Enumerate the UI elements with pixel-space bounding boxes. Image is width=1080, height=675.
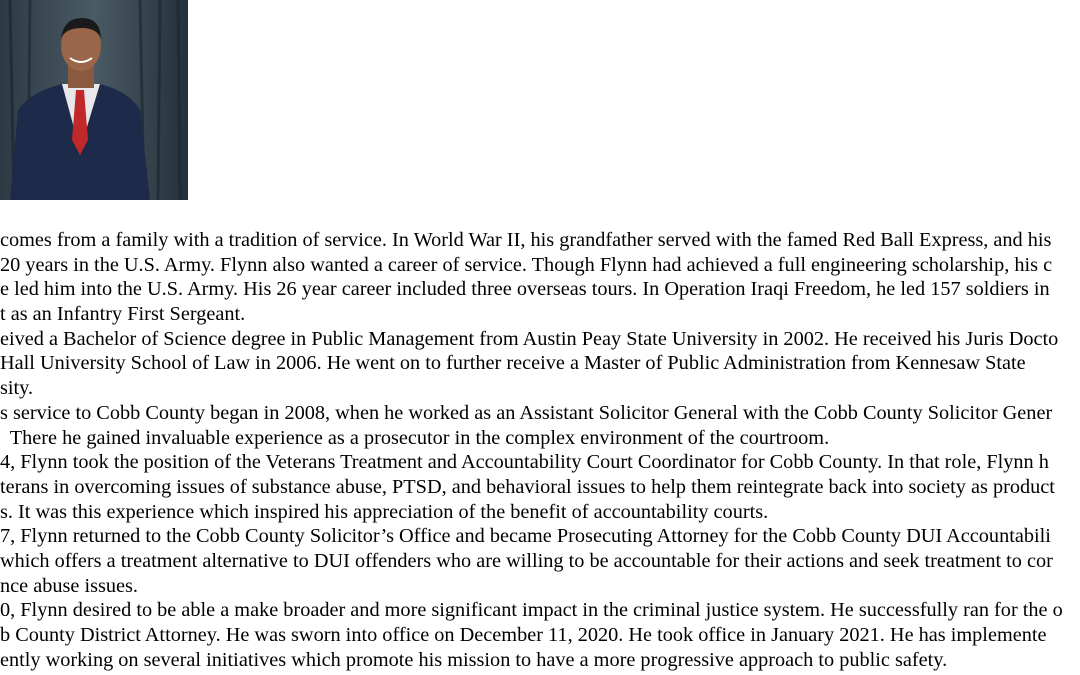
bio-line: t as an Infantry First Sergeant.: [0, 303, 246, 326]
bio-line: comes from a family with a tradition of service. In World War II, his grandfather served with the famed Red Ball Express, and his: [0, 229, 1052, 251]
bio-line: 20 years in the U.S. Army. Flynn also wanted a career of service. Though Flynn had achieved a full engineering scholarship, his c: [0, 253, 1053, 276]
bio-line: sity.: [0, 377, 34, 400]
bio-line: 0, Flynn desired to be able a make broader and more significant impact in the criminal justice system. He successfully ran for the o: [0, 599, 1063, 622]
bio-line: which offers a treatment alternative to DUI offenders who are willing to be accountable for their actions and seek treatment to cor: [0, 549, 1053, 572]
bio-line: e led him into the U.S. Army. His 26 year career included three overseas tours. In Operation Iraqi Freedom, he led 157 soldiers in: [0, 278, 1050, 301]
bio-line: 4, Flynn took the position of the Veterans Treatment and Accountability Court Coordinator for Cobb County. In that role, Flynn h: [0, 451, 1049, 474]
bio-line: s service to Cobb County began in 2008, when he worked as an Assistant Solicitor General with the Cobb County Solicitor Gener: [0, 401, 1053, 424]
bio-line: Hall University School of Law in 2006. He went on to further receive a Master of Public Administration from Kennesaw State: [0, 352, 1026, 375]
bio-line: ently working on several initiatives which promote his mission to have a more progressive approach to public safety.: [0, 648, 948, 671]
bio-line: b County District Attorney. He was sworn into office on December 11, 2020. He took office in January 2021. He has implemente: [0, 624, 1047, 646]
bio-line: nce abuse issues.: [0, 574, 138, 597]
bio-line: 7, Flynn returned to the Cobb County Solicitor’s Office and became Prosecuting Attorney for the Cobb County DUI Accountabili: [0, 525, 1051, 548]
bio-line: terans in overcoming issues of substance abuse, PTSD, and behavioral issues to help them reintegrate back into society as product: [0, 475, 1055, 498]
portrait-image: [0, 0, 188, 200]
bio-line: s. It was this experience which inspired his appreciation of the benefit of accountability courts.: [0, 500, 769, 523]
bio-text: [0, 228, 1080, 672]
portrait-photo: [0, 0, 188, 200]
bio-line: There he gained invaluable experience as a prosecutor in the complex environment of the courtroom.: [0, 426, 830, 449]
bio-line: eived a Bachelor of Science degree in Public Management from Austin Peay State University in 2002. He received his Juris Docto: [0, 327, 1059, 350]
